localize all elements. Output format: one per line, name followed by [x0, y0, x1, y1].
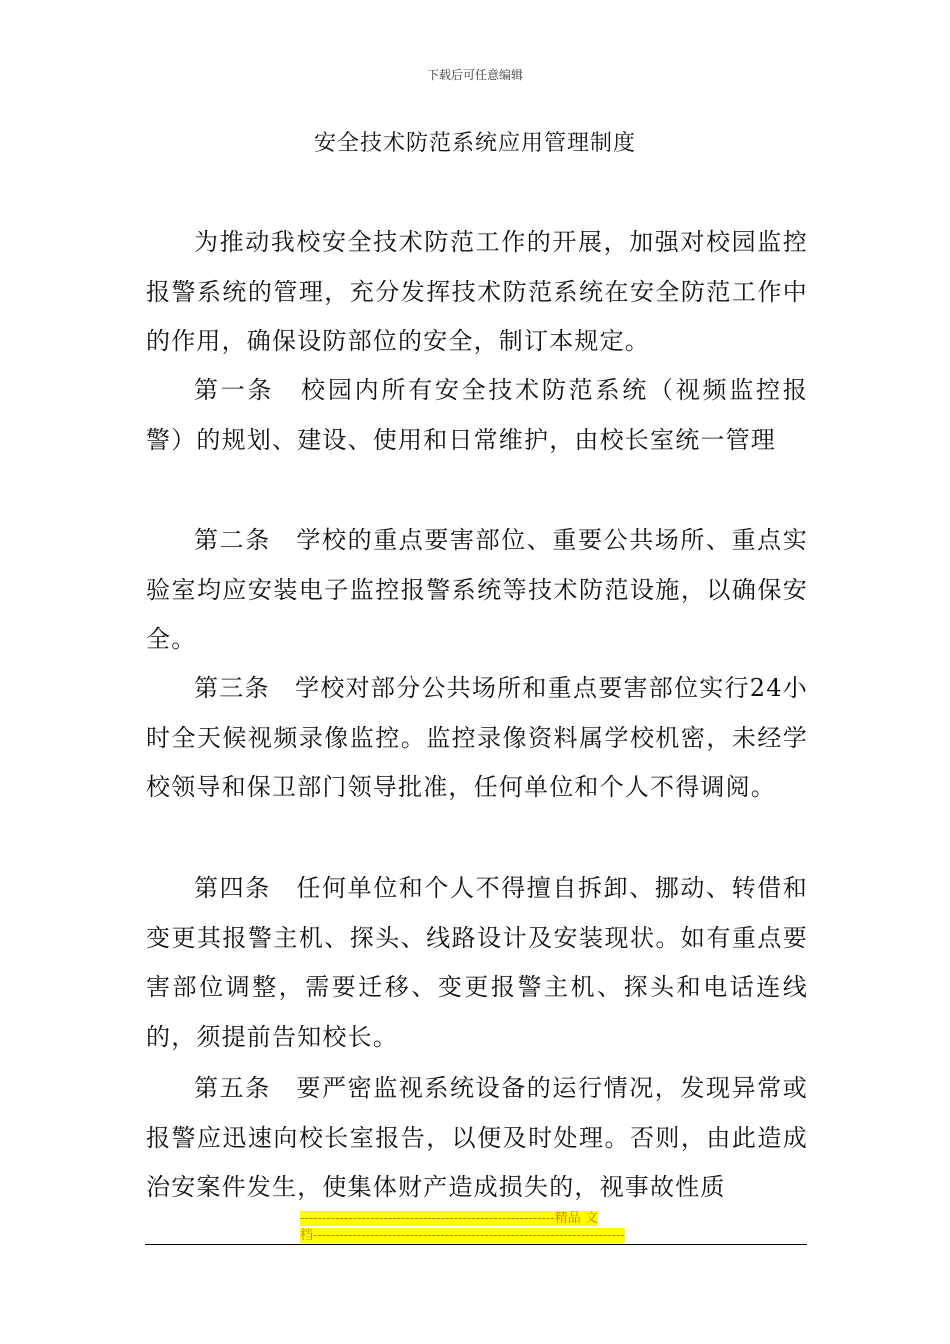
- footer-watermark-banner: [300, 1210, 650, 1244]
- header-note: 下载后可任意编辑: [426, 68, 523, 82]
- footer-banner-line-2: 档-----------------------------------------------------------------------: [300, 1228, 625, 1243]
- article-1-paragraph: 第一条 校园内所有安全技术防范系统（视频监控报警）的规划、建设、使用和日常维护，由校长室统一管理: [146, 376, 808, 454]
- article-5-paragraph: 第五条 要严密监视系统设备的运行情况，发现异常或报警应迅速向校长室报告，以便及时处理。否则，由此造成治安案件发生，使集体财产造成损失的，视事故性质: [146, 1074, 808, 1202]
- article-4-paragraph: 第四条 任何单位和个人不得擅自拆卸、挪动、转借和变更其报警主机、探头、线路设计及安装现状。如有重点要害部位调整，需要迁移、变更报警主机、探头和电话连线的，须提前告知校长。: [146, 874, 808, 1051]
- document-title: 安全技术防范系统应用管理制度: [313, 131, 636, 156]
- footer-divider: [145, 1244, 807, 1245]
- intro-paragraph: 为推动我校安全技术防范工作的开展，加强对校园监控报警系统的管理，充分发挥技术防范系统在安全防范工作中的作用，确保设防部位的安全，制订本规定。: [146, 228, 808, 356]
- article-2-paragraph: 第二条 学校的重点要害部位、重要公共场所、重点实验室均应安装电子监控报警系统等技术防范设施，以确保安全。: [146, 526, 808, 654]
- article-3-paragraph: 第三条 学校对部分公共场所和重点要害部位实行24小时全天候视频录像监控。监控录像资料属学校机密，未经学校领导和保卫部门领导批准，任何单位和个人不得调阅。: [146, 674, 808, 802]
- footer-banner-line-1: ----------------------------------------------------------精品 文: [300, 1211, 598, 1226]
